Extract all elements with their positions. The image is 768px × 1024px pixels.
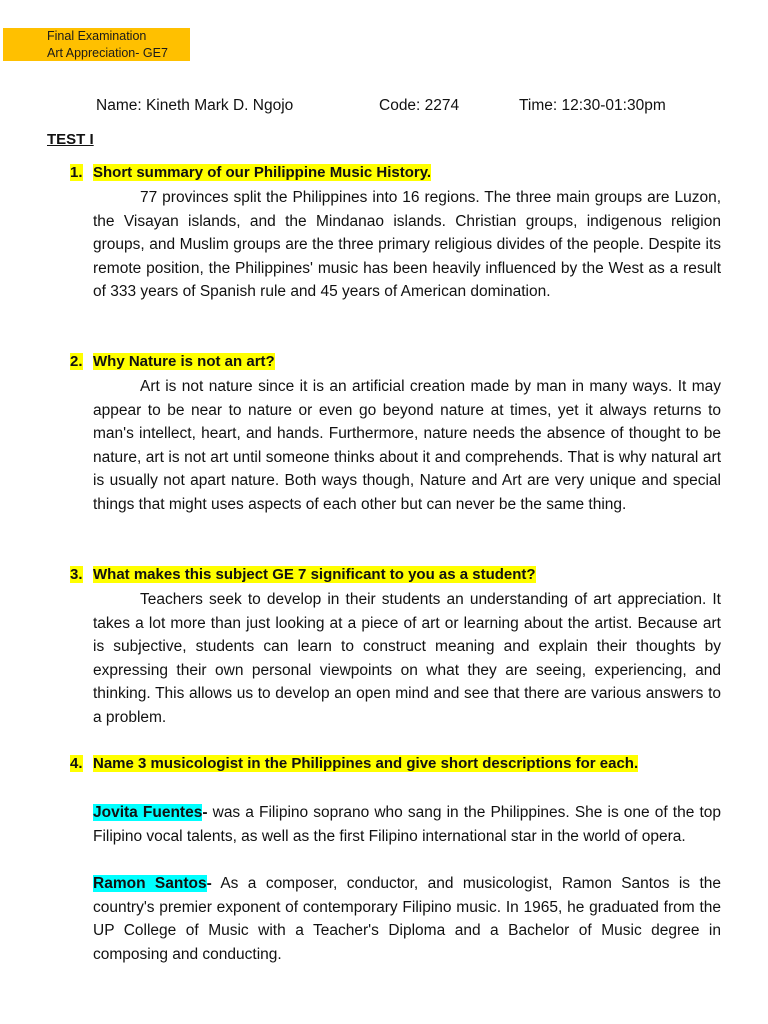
answer-3 [93,588,721,730]
answer-text: Teachers seek to develop in their students an understanding of art appreciation. It takes a lot more than just looking at a piece of art or learning about the artist. Because art is subjective, students can learn to construct meaning and explain their thoughts by expressing their own personal viewpoints on what they are seeing, experiencing, and thinking. This allows us to develop an open mind and see that there are various answers to a problem. [93,591,721,726]
answer-1 [93,186,721,304]
answer-2 [93,375,721,517]
musicologist-name: Jovita Fuentes [93,804,203,821]
question-number: 2. [70,353,83,370]
musicologist-description: As a composer, conductor, and musicologist, Ramon Santos is the country's premier exponent of contemporary Filipino music. In 1965, he graduated from the UP College of Music with a Teacher's Diploma and a Bachelor of Music degree in composing and conducting. [93,875,722,963]
exam-code: Code: 2274 [379,97,460,114]
answer-text: Art is not nature since it is an artificial creation made by man in many ways. It may appear to be near to nature or even go beyond nature at times, yet it always returns to man's intellect, heart, and hands. Furthermore, nature needs the absence of thought to be nature, art is not art until someone thinks about it and comprehends. That is why natural art is usually not apart nature. Both ways though, Nature and Art are very unique and special things that might uses aspects of each other but can never be the same thing. [93,378,721,513]
header-line-exam: Final Examination [47,29,147,43]
question-number: 1. [70,164,83,181]
question-text: What makes this subject GE 7 significant to you as a student? [93,566,536,583]
document-header-label [3,28,190,61]
question-text: Name 3 musicologist in the Philippines and give short descriptions for each. [93,755,639,772]
question-number: 4. [70,755,83,772]
question-number: 3. [70,566,83,583]
name-dash: - [202,804,208,821]
exam-time: Time: 12:30-01:30pm [519,97,666,114]
musicologist-name: Ramon Santos [93,875,207,892]
name-dash: - [206,875,212,892]
test-title: TEST I [47,131,94,148]
musicologist-entry-1 [93,801,721,848]
student-name: Name: Kineth Mark D. Ngojo [96,97,294,114]
answer-text: 77 provinces split the Philippines into 16 regions. The three main groups are Luzon, the Visayan islands, and the Mindanao islands. Christian groups, indigenous religion groups, and Muslim groups are the three primary religious divides of the people. Despite its remote position, the Philippines' music has been heavily influenced by the West as a result of 333 years of Spanish rule and 45 years of American domination. [93,189,721,301]
question-text: Short summary of our Philippine Music History. [93,164,432,181]
musicologist-entry-2 [93,872,721,966]
musicologist-description: was a Filipino soprano who sang in the Philippines. She is one of the top Filipino vocal talents, as well as the first Filipino international star in the world of opera. [93,804,722,845]
header-line-subject: Art Appreciation- GE7 [47,45,168,60]
question-text: Why Nature is not an art? [93,353,275,370]
